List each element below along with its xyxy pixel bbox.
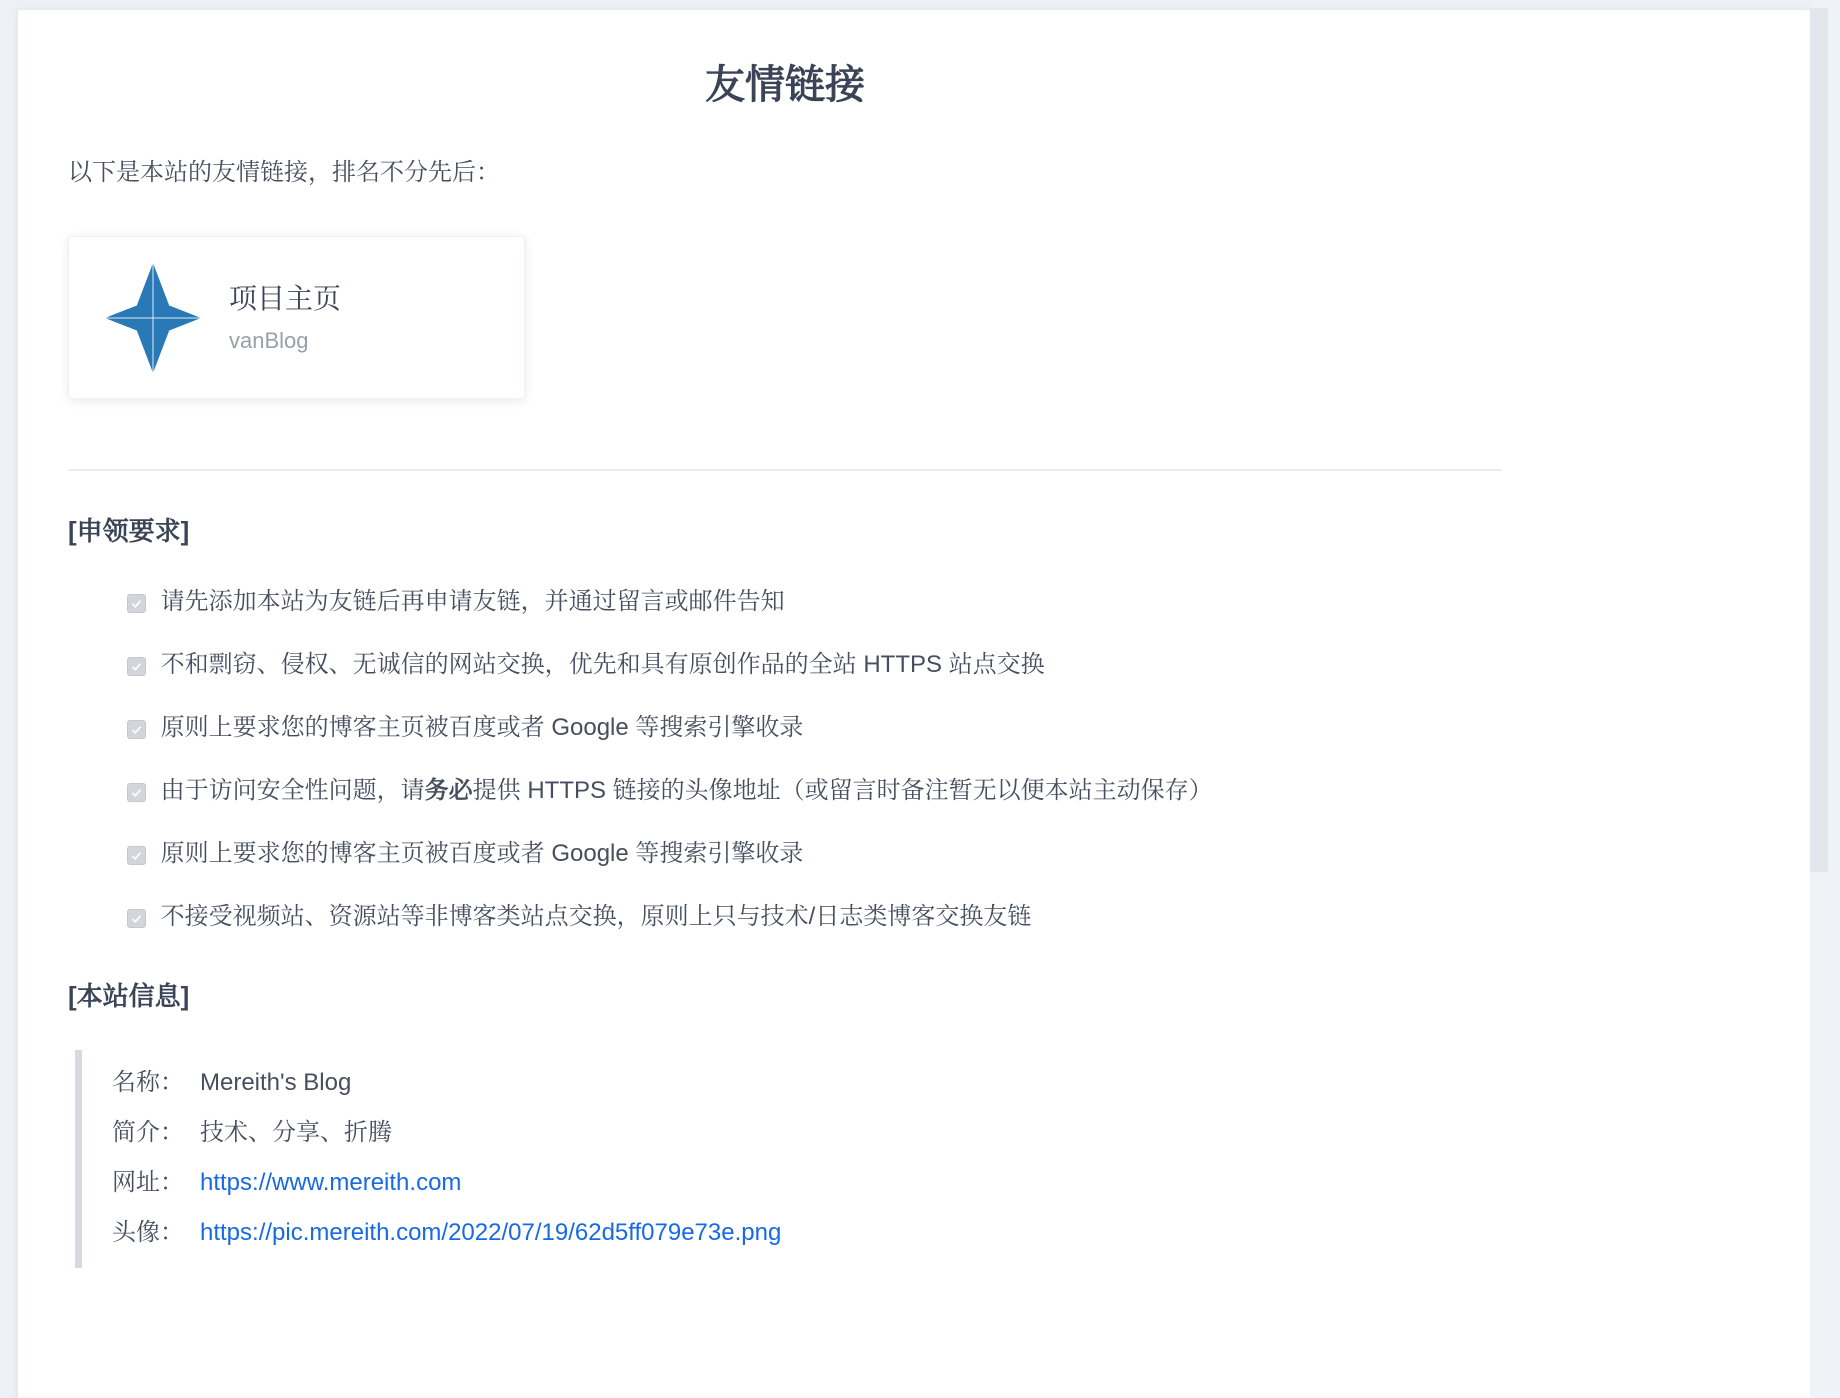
scrollbar-thumb[interactable] [1810, 8, 1828, 872]
checkbox-checked-icon [127, 657, 146, 676]
requirement-item [127, 837, 1502, 871]
emphasis-text: 务必 [424, 777, 473, 804]
checkbox-checked-icon [127, 594, 146, 613]
site-description-value: 技术、分享、折腾 [200, 1119, 392, 1146]
requirement-item [127, 774, 1502, 808]
content-panel [18, 10, 1810, 1398]
intro-text: 以下是本站的友情链接，排名不分先后： [68, 159, 500, 186]
requirements-heading: [申领要求] [68, 516, 190, 546]
requirement-text: 原则上要求您的博客主页被百度或者 Google 等搜索引擎收录 [160, 840, 804, 867]
site-info-row [112, 1066, 1502, 1100]
requirement-text: 原则上要求您的博客主页被百度或者 Google 等搜索引擎收录 [160, 714, 804, 741]
checkbox-checked-icon [127, 783, 146, 802]
page-title: 友情链接 [705, 63, 865, 107]
requirement-item [127, 711, 1502, 745]
site-info-blockquote [75, 1050, 1502, 1268]
requirement-item [127, 585, 1502, 619]
divider [68, 469, 1502, 471]
link-card-title: 项目主页 [229, 282, 342, 314]
site-info-row [112, 1116, 1502, 1150]
scrollbar-track[interactable] [1810, 0, 1840, 1398]
checkbox-checked-icon [127, 909, 146, 928]
link-card-subtitle: vanBlog [229, 327, 309, 353]
vanblog-star-icon [103, 262, 203, 374]
site-info-row [112, 1166, 1502, 1200]
site-info-label: 名称： [112, 1069, 184, 1096]
site-name-value: Mereith's Blog [200, 1069, 352, 1096]
checkbox-checked-icon [127, 846, 146, 865]
requirement-text: 不和剽窃、侵权、无诚信的网站交换，优先和具有原创作品的全站 HTTPS 站点交换 [160, 651, 1045, 678]
friend-links-article [68, 10, 1502, 1268]
site-url-link[interactable]: https://www.mereith.com [200, 1169, 462, 1196]
requirement-item [127, 648, 1502, 682]
site-info-row [112, 1216, 1502, 1250]
avatar-url-link[interactable]: https://pic.mereith.com/2022/07/19/62d5ff079e73e.png [200, 1219, 782, 1246]
requirement-text: 不接受视频站、资源站等非博客类站点交换，原则上只与技术/日志类博客交换友链 [160, 903, 1032, 930]
requirements-list [68, 585, 1502, 934]
requirement-text: 由于访问安全性问题，请务必提供 HTTPS 链接的头像地址（或留言时备注暂无以便本站主动保存） [160, 777, 1213, 804]
site-info-label: 头像： [112, 1219, 184, 1246]
friend-link-card[interactable] [68, 236, 525, 399]
site-info-heading: [本站信息] [68, 981, 190, 1011]
requirement-item [127, 900, 1502, 934]
site-info-label: 网址： [112, 1169, 184, 1196]
site-info-label: 简介： [112, 1119, 184, 1146]
link-card-text [229, 280, 341, 356]
requirement-text: 请先添加本站为友链后再申请友链，并通过留言或邮件告知 [160, 588, 785, 615]
checkbox-checked-icon [127, 720, 146, 739]
